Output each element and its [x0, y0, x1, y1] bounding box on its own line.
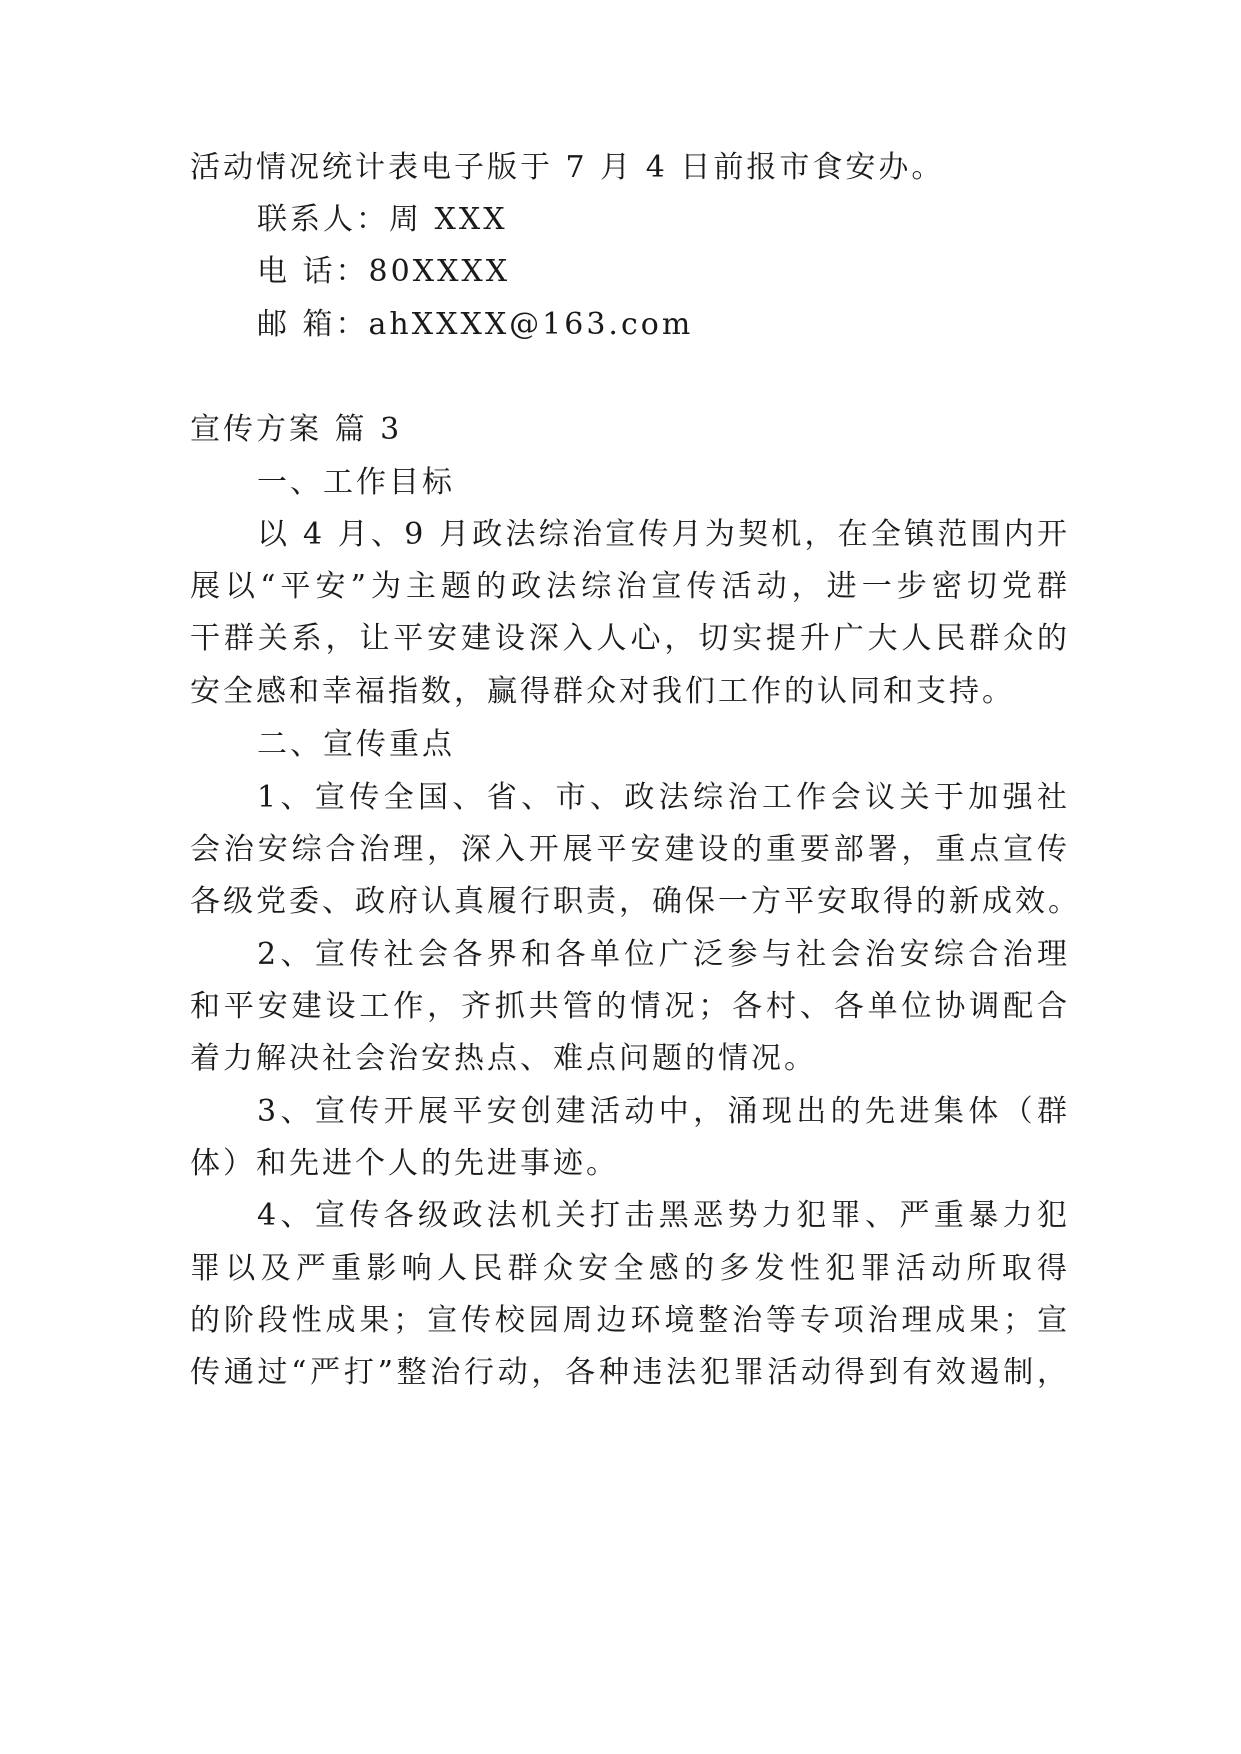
text-line: 和平安建设工作，齐抓共管的情况；各村、各单位协调配合 [190, 989, 1070, 1024]
text-line: 4、宣传各级政法机关打击黑恶势力犯罪、严重暴力犯 [257, 1198, 1070, 1233]
text-line: 1、宣传全国、省、市、政法综治工作会议关于加强社 [257, 780, 1070, 815]
text-line: 以 4 月、9 月政法综治宣传月为契机，在全镇范围内开 [257, 517, 1070, 552]
contact-person-line: 联系人：周 XXX [257, 202, 508, 237]
text-line: 3、宣传开展平安创建活动中，涌现出的先进集体（群 [257, 1094, 1070, 1129]
text-line: 2、宣传社会各界和各单位广泛参与社会治安综合治理 [257, 937, 1070, 972]
text-line: 会治安综合治理，深入开展平安建设的重要部署，重点宣传 [190, 832, 1070, 867]
text-line: 罪以及严重影响人民群众安全感的多发性犯罪活动所取得 [190, 1251, 1070, 1286]
section-title: 宣传方案 篇 3 [190, 412, 403, 447]
text-line: 干群关系，让平安建设深入人心，切实提升广大人民群众的 [190, 621, 1070, 656]
text-line: 各级党委、政府认真履行职责，确保一方平安取得的新成效。 [190, 884, 1081, 919]
heading-publicity-focus: 二、宣传重点 [257, 727, 455, 762]
text-line: 活动情况统计表电子版于 7 月 4 日前报市食安办。 [190, 150, 945, 185]
phone-line: 电 话：80XXXX [257, 254, 511, 289]
email-line: 邮 箱：ahXXXX@163.com [257, 307, 694, 342]
text-line: 着力解决社会治安热点、难点问题的情况。 [190, 1041, 817, 1076]
text-line: 展以“平安”为主题的政法综治宣传活动，进一步密切党群 [190, 569, 1070, 604]
text-line: 的阶段性成果；宣传校园周边环境整治等专项治理成果；宣 [190, 1303, 1070, 1338]
text-line: 传通过“严打”整治行动，各种违法犯罪活动得到有效遏制， [190, 1355, 1070, 1390]
text-line: 体）和先进个人的先进事迹。 [190, 1146, 619, 1181]
text-line: 安全感和幸福指数，赢得群众对我们工作的认同和支持。 [190, 674, 1015, 709]
heading-work-goal: 一、工作目标 [257, 465, 455, 500]
